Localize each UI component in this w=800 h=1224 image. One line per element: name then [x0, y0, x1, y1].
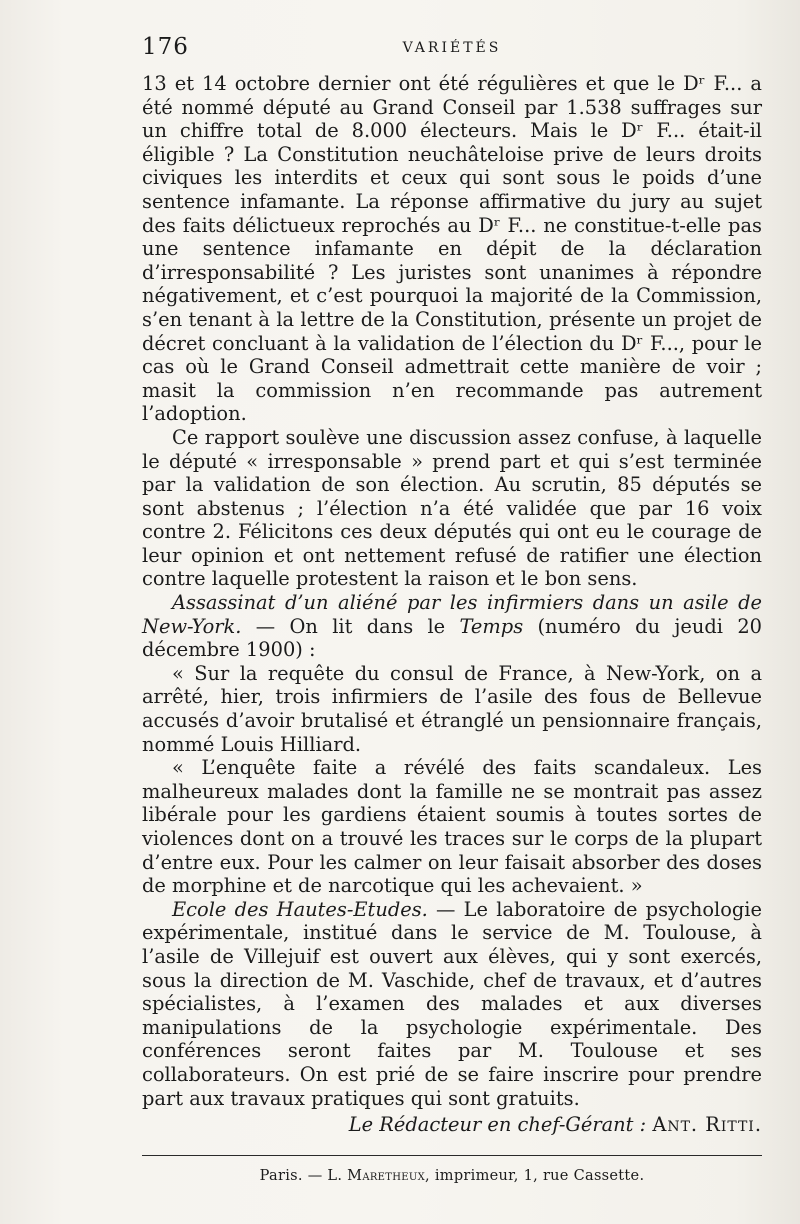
paragraph-ecole-hautes-etudes	[142, 898, 762, 1110]
paragraph-assassinat-heading	[142, 591, 762, 662]
page-header	[142, 34, 762, 62]
footer-printer: L. Maretheux	[327, 1168, 426, 1184]
page-number: 176	[142, 34, 189, 60]
printer-footer	[142, 1168, 762, 1184]
section-text-ecole: — Le laboratoire de psychologie expérimentale, institué dans le service de M. Toulouse, à l’asile de Villejuif est ouvert aux élèves, qui y sont exercés, sous la direction de M. Vaschide, chef de travaux, et d’autres spécialistes, à l’examen des malades et aux diverses manipulations de la psychologie expérimentale. Des conférences seront faites par M. Toulouse et ses collaborateurs. On est prié de se faire inscrire pour prendre part aux travaux pratiques qui sont gratuits.	[142, 897, 762, 1110]
running-title: VARIÉTÉS	[402, 40, 502, 56]
signature-name: Ant. Ritti.	[652, 1113, 762, 1137]
journal-title: Temps	[459, 614, 524, 638]
paragraph-quote-arrest: « Sur la requête du consul de France, à New-York, on a arrêté, hier, trois infirmiers de l’asile des fous de Bellevue accusés d’avoir brutalisé et étranglé un pensionnaire français, nommé Louis Hilliard.	[142, 661, 762, 756]
page-body	[142, 72, 762, 1137]
footer-address: , imprimeur, 1, rue Cassette.	[425, 1168, 645, 1184]
section-lead-ecole: Ecole des Hautes-Etudes.	[172, 897, 428, 921]
paragraph-validation-report: 13 et 14 octobre dernier ont été régulières et que le Dʳ F... a été nommé député au Grand Conseil par 1.538 suffrages sur un chiffre total de 8.000 électeurs. Mais le Dʳ F... était-il éligible ? La Constitution neuchâteloise prive de leurs droits civiques les interdits et ceux qui sont sous le poids d’une sentence infamante. La réponse affirmative du jury au sujet des faits délictueux reprochés au Dʳ F... ne constitue-t-elle pas une sentence infamante en dépit de la déclaration d’irresponsabilité ? Les juristes sont unanimes à répondre négativement, et c’est pourquoi la majorité de la Commission, s’en tenant à la lettre de la Constitution, présente un projet de décret concluant à la validation de l’élection du Dʳ F..., pour le cas où le Grand Conseil admettrait cette manière de voir ; masit la commission n’en recommande pas autrement l’adoption.	[142, 72, 762, 426]
paragraph-discussion: Ce rapport soulève une discussion assez confuse, à laquelle le député « irresponsable » prend part et qui s’est terminée par la validation de son élection. Au scrutin, 85 députés se sont abstenus ; l’élection n’a été validée que par 16 voix contre 2. Félicitons ces deux députés qui ont eu le courage de leur opinion et ont nettement refusé de ratifier une élection contre laquelle protestent la raison et le bon sens.	[142, 425, 762, 591]
footer-divider	[142, 1155, 762, 1156]
section-lead-assassinat: Assassinat d’un aliéné par les infirmiers dans un asile de New-York.	[142, 591, 762, 638]
section-text-assassinat-date: (numéro du jeudi 20 décembre 1900) :	[142, 614, 762, 662]
section-text-assassinat: — On lit dans le	[241, 614, 460, 638]
signature-title: Le Rédacteur en chef-Gérant :	[348, 1113, 647, 1137]
footer-city: Paris. —	[259, 1168, 328, 1184]
signature	[142, 1113, 762, 1137]
paragraph-quote-inquiry: « L’enquête faite a révélé des faits scandaleux. Les malheureux malades dont la famille ne se montrait pas assez libérale pour les gardiens étaient soumis à toutes sortes de violences dont on a trouvé les traces sur le corps de la plupart d’entre eux. Pour les calmer on leur faisait absorber des doses de morphine et de narcotique qui les achevaient. »	[142, 756, 762, 898]
